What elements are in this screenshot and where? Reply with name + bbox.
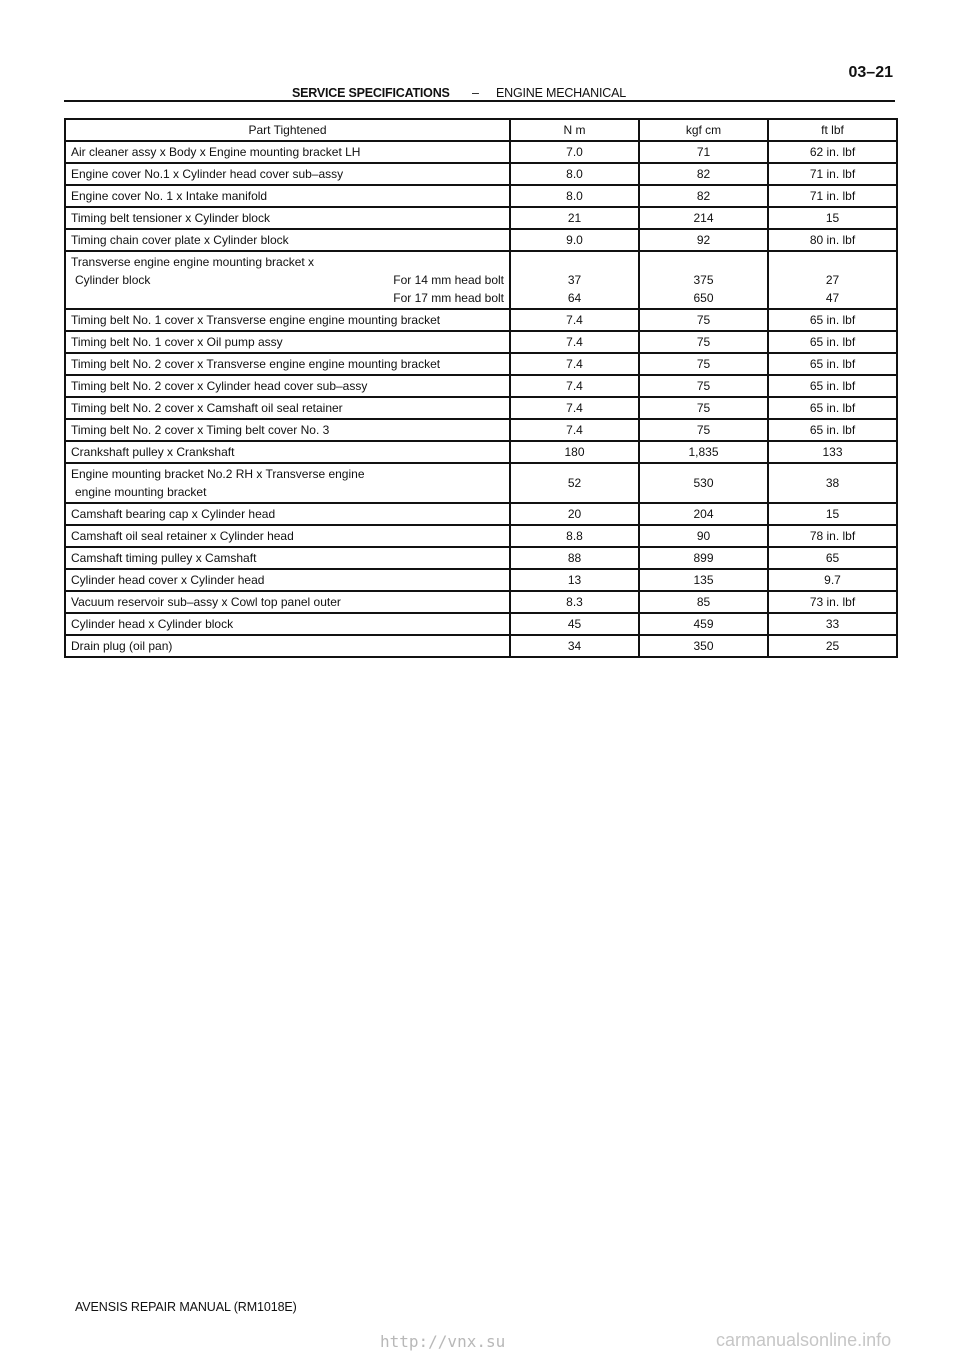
- nm-cell: 13: [510, 569, 639, 591]
- bracket-rh-line1: Engine mounting bracket No.2 RH x Transverse engine: [71, 467, 365, 481]
- nm-cell: 8.0: [510, 185, 639, 207]
- ftlbf-cell: 71 in. lbf: [768, 163, 897, 185]
- part-cell: Crankshaft pulley x Crankshaft: [65, 441, 510, 463]
- kgf-cell: 350: [639, 635, 768, 657]
- nm-cell: 7.4: [510, 331, 639, 353]
- col-header-nm: N m: [510, 119, 639, 141]
- kgf-cell: 75: [639, 309, 768, 331]
- col-header-ftlbf: ft lbf: [768, 119, 897, 141]
- torque-spec-table: [64, 118, 898, 658]
- kgf-17mm: 650: [693, 291, 714, 305]
- nm-17mm: 64: [567, 291, 582, 305]
- table-header-row: [65, 119, 897, 141]
- ftlbf-cell: 65 in. lbf: [768, 331, 897, 353]
- col-header-kgf: kgf cm: [639, 119, 768, 141]
- nm-cell: 20: [510, 503, 639, 525]
- table-row: [65, 441, 897, 463]
- part-cell: Camshaft oil seal retainer x Cylinder head: [65, 525, 510, 547]
- kgf-14mm: 375: [693, 273, 714, 287]
- kgf-cell: 530: [639, 463, 768, 503]
- table-row: [65, 569, 897, 591]
- table-row: [65, 613, 897, 635]
- ftlbf-cell: 78 in. lbf: [768, 525, 897, 547]
- transverse-line1: Transverse engine engine mounting bracket x: [71, 255, 315, 269]
- part-cell: Timing belt No. 2 cover x Timing belt cover No. 3: [65, 419, 510, 441]
- nm-cell: 45: [510, 613, 639, 635]
- section-title: SERVICE SPECIFICATIONS: [292, 86, 450, 100]
- table-row: [65, 309, 897, 331]
- nm-cell: 52: [510, 463, 639, 503]
- part-cell: Camshaft timing pulley x Camshaft: [65, 547, 510, 569]
- ftlbf-cell: 80 in. lbf: [768, 229, 897, 251]
- part-cell: Timing belt No. 2 cover x Cylinder head cover sub–assy: [65, 375, 510, 397]
- table-row: [65, 397, 897, 419]
- kgf-cell: 92: [639, 229, 768, 251]
- ftlbf-14mm: 27: [825, 273, 840, 287]
- watermark-link-vnx[interactable]: http://vnx.su: [380, 1332, 506, 1351]
- nm-cell: 9.0: [510, 229, 639, 251]
- kgf-cell: 75: [639, 375, 768, 397]
- part-cell-transverse: [65, 251, 510, 309]
- ftlbf-cell: 73 in. lbf: [768, 591, 897, 613]
- table-row-transverse: [65, 251, 897, 309]
- ftlbf-cell: 38: [768, 463, 897, 503]
- ftlbf-cell: 62 in. lbf: [768, 141, 897, 163]
- kgf-cell: 90: [639, 525, 768, 547]
- kgf-cell: 82: [639, 163, 768, 185]
- table-row: [65, 547, 897, 569]
- table-row: [65, 353, 897, 375]
- ftlbf-cell: 71 in. lbf: [768, 185, 897, 207]
- table-row: [65, 141, 897, 163]
- nm-cell: 8.8: [510, 525, 639, 547]
- kgf-cell: 204: [639, 503, 768, 525]
- col-header-part: Part Tightened: [65, 119, 510, 141]
- header-separator: –: [472, 86, 479, 100]
- nm-cell: 34: [510, 635, 639, 657]
- bolt-14mm-label: For 14 mm head bolt: [393, 273, 504, 287]
- nm-cell: 7.4: [510, 353, 639, 375]
- table-row: [65, 229, 897, 251]
- nm-14mm: 37: [567, 273, 582, 287]
- table-row: [65, 375, 897, 397]
- kgf-cell: 82: [639, 185, 768, 207]
- nm-cell: 8.0: [510, 163, 639, 185]
- ftlbf-cell: 65 in. lbf: [768, 419, 897, 441]
- table-row: [65, 503, 897, 525]
- part-cell: Engine cover No.1 x Cylinder head cover sub–assy: [65, 163, 510, 185]
- ftlbf-cell: 65 in. lbf: [768, 375, 897, 397]
- part-cell: Cylinder head x Cylinder block: [65, 613, 510, 635]
- nm-cell: 7.4: [510, 419, 639, 441]
- transverse-line2: Cylinder block: [75, 273, 151, 287]
- watermark-carmanuals: carmanualsonline.info: [716, 1330, 892, 1350]
- part-cell: Engine cover No. 1 x Intake manifold: [65, 185, 510, 207]
- kgf-cell: 459: [639, 613, 768, 635]
- manual-footer: AVENSIS REPAIR MANUAL (RM1018E): [75, 1300, 297, 1314]
- nm-cell: 88: [510, 547, 639, 569]
- ftlbf-cell: 65: [768, 547, 897, 569]
- ftlbf-cell: 65 in. lbf: [768, 397, 897, 419]
- table-row: [65, 591, 897, 613]
- part-cell: Drain plug (oil pan): [65, 635, 510, 657]
- page-number: 03–21: [848, 64, 893, 81]
- ftlbf-cell: 9.7: [768, 569, 897, 591]
- kgf-cell: 75: [639, 419, 768, 441]
- part-cell: Cylinder head cover x Cylinder head: [65, 569, 510, 591]
- table-row: [65, 207, 897, 229]
- part-cell: Air cleaner assy x Body x Engine mounting bracket LH: [65, 141, 510, 163]
- table-row: [65, 525, 897, 547]
- table-row: [65, 185, 897, 207]
- part-cell: Timing belt No. 1 cover x Oil pump assy: [65, 331, 510, 353]
- kgf-cell: 214: [639, 207, 768, 229]
- nm-cell: 180: [510, 441, 639, 463]
- kgf-cell: 135: [639, 569, 768, 591]
- table-row: [65, 331, 897, 353]
- transverse-line2-row: [71, 271, 504, 289]
- kgf-cell: 75: [639, 353, 768, 375]
- nm-cell: 7.4: [510, 397, 639, 419]
- part-cell-bracket-rh: [65, 463, 510, 503]
- ftlbf-cell: 15: [768, 207, 897, 229]
- ftlbf-cell: 65 in. lbf: [768, 309, 897, 331]
- nm-cell: 7.4: [510, 309, 639, 331]
- chapter-title: ENGINE MECHANICAL: [496, 86, 626, 100]
- part-cell: Timing chain cover plate x Cylinder block: [65, 229, 510, 251]
- kgf-cell: 71: [639, 141, 768, 163]
- bracket-rh-line2: engine mounting bracket: [75, 485, 207, 499]
- kgf-cell: 75: [639, 331, 768, 353]
- page-header: [64, 64, 895, 102]
- table-row: [65, 163, 897, 185]
- kgf-cell: 899: [639, 547, 768, 569]
- nm-cell: 21: [510, 207, 639, 229]
- table-row-bracket-rh: [65, 463, 897, 503]
- part-cell: Timing belt No. 1 cover x Transverse engine engine mounting bracket: [65, 309, 510, 331]
- header-rule: [64, 100, 895, 102]
- nm-cell: 7.4: [510, 375, 639, 397]
- ftlbf-cell-transverse: [768, 251, 897, 309]
- ftlbf-cell: 33: [768, 613, 897, 635]
- nm-cell: 8.3: [510, 591, 639, 613]
- ftlbf-cell: 133: [768, 441, 897, 463]
- part-cell: Timing belt tensioner x Cylinder block: [65, 207, 510, 229]
- ftlbf-17mm: 47: [825, 291, 840, 305]
- kgf-cell: 1,835: [639, 441, 768, 463]
- nm-cell: 7.0: [510, 141, 639, 163]
- kgf-cell-transverse: [639, 251, 768, 309]
- part-cell: Timing belt No. 2 cover x Transverse engine engine mounting bracket: [65, 353, 510, 375]
- part-cell: Camshaft bearing cap x Cylinder head: [65, 503, 510, 525]
- table-row: [65, 419, 897, 441]
- bolt-17mm-label: For 17 mm head bolt: [393, 291, 504, 305]
- table-row: [65, 635, 897, 657]
- part-cell: Timing belt No. 2 cover x Camshaft oil seal retainer: [65, 397, 510, 419]
- kgf-cell: 75: [639, 397, 768, 419]
- part-cell: Vacuum reservoir sub–assy x Cowl top panel outer: [65, 591, 510, 613]
- ftlbf-cell: 25: [768, 635, 897, 657]
- kgf-cell: 85: [639, 591, 768, 613]
- nm-cell-transverse: [510, 251, 639, 309]
- ftlbf-cell: 65 in. lbf: [768, 353, 897, 375]
- ftlbf-cell: 15: [768, 503, 897, 525]
